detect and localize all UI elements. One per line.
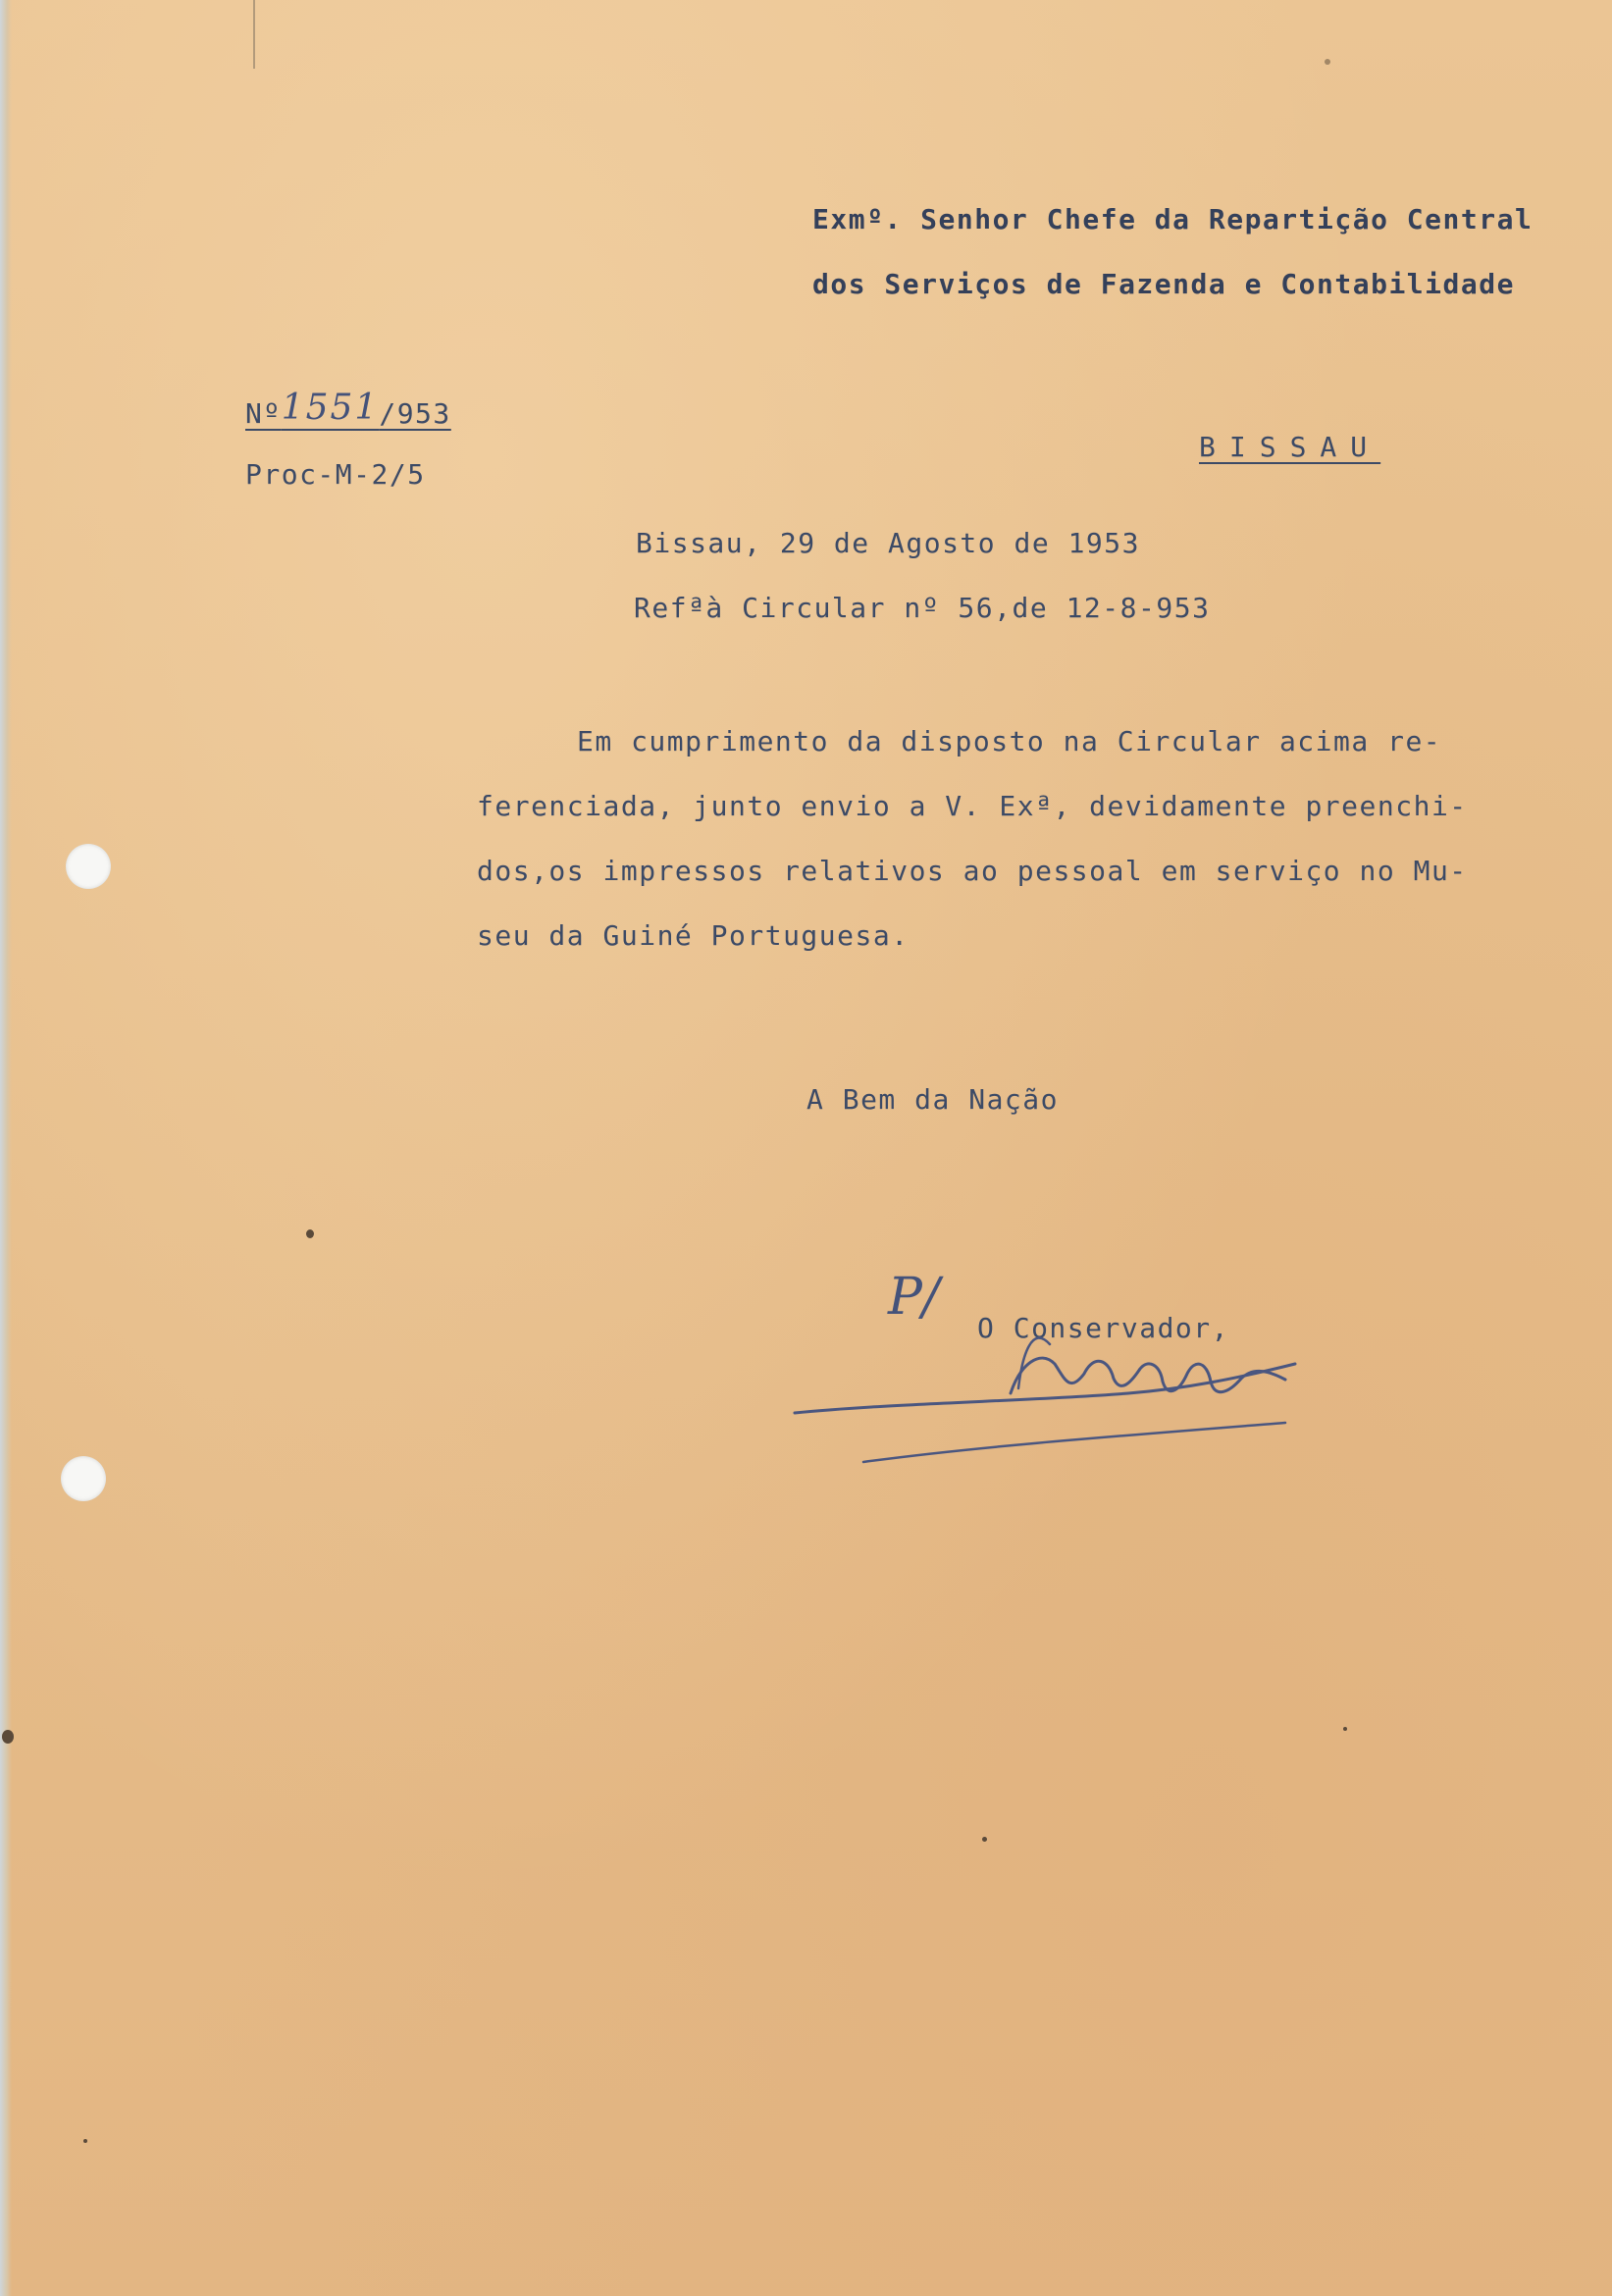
addressee-line-1: Exmº. Senhor Chefe da Repartição Central xyxy=(812,203,1534,235)
reference-number-prefix: Nº xyxy=(245,397,282,430)
paper-speck xyxy=(982,1837,987,1842)
paper-speck xyxy=(1325,59,1330,65)
dateline: Bissau, 29 de Agosto de 1953 xyxy=(636,527,1141,559)
body-line-1: Em cumprimento da disposto na Circular acima re- xyxy=(577,725,1442,757)
margin-mark xyxy=(253,0,255,69)
paper-speck xyxy=(83,2139,87,2143)
body-line-2: ferenciada, junto envio a V. Exª, devidamente preenchi- xyxy=(477,790,1468,822)
handwritten-signature xyxy=(775,1256,1325,1482)
punch-hole-top xyxy=(66,844,111,889)
reference-number-suffix: /953 xyxy=(379,397,451,430)
closing-salutation: A Bem da Nação xyxy=(806,1083,1060,1116)
paper-speck xyxy=(1343,1727,1347,1731)
page-edge xyxy=(0,0,12,2296)
destination-city: BISSAU xyxy=(1199,431,1381,463)
signature-title: O Conservador, xyxy=(977,1312,1230,1344)
signature-handwritten-pre: P/ xyxy=(888,1268,940,1327)
addressee-line-2: dos Serviços de Fazenda e Contabilidade xyxy=(812,268,1515,300)
body-line-3: dos,os impressos relativos ao pessoal em serviço no Mu- xyxy=(477,855,1468,887)
circular-reference: Refªà Circular nº 56,de 12-8-953 xyxy=(634,592,1211,624)
paper-speck xyxy=(2,1730,14,1744)
punch-hole-bottom xyxy=(61,1456,106,1501)
paper-speck xyxy=(306,1229,314,1238)
body-line-4: seu da Guiné Portuguesa. xyxy=(477,919,910,952)
process-reference: Proc-M-2/5 xyxy=(245,458,426,491)
reference-number-handwritten: 1551 xyxy=(281,388,380,428)
reference-number xyxy=(245,388,451,430)
